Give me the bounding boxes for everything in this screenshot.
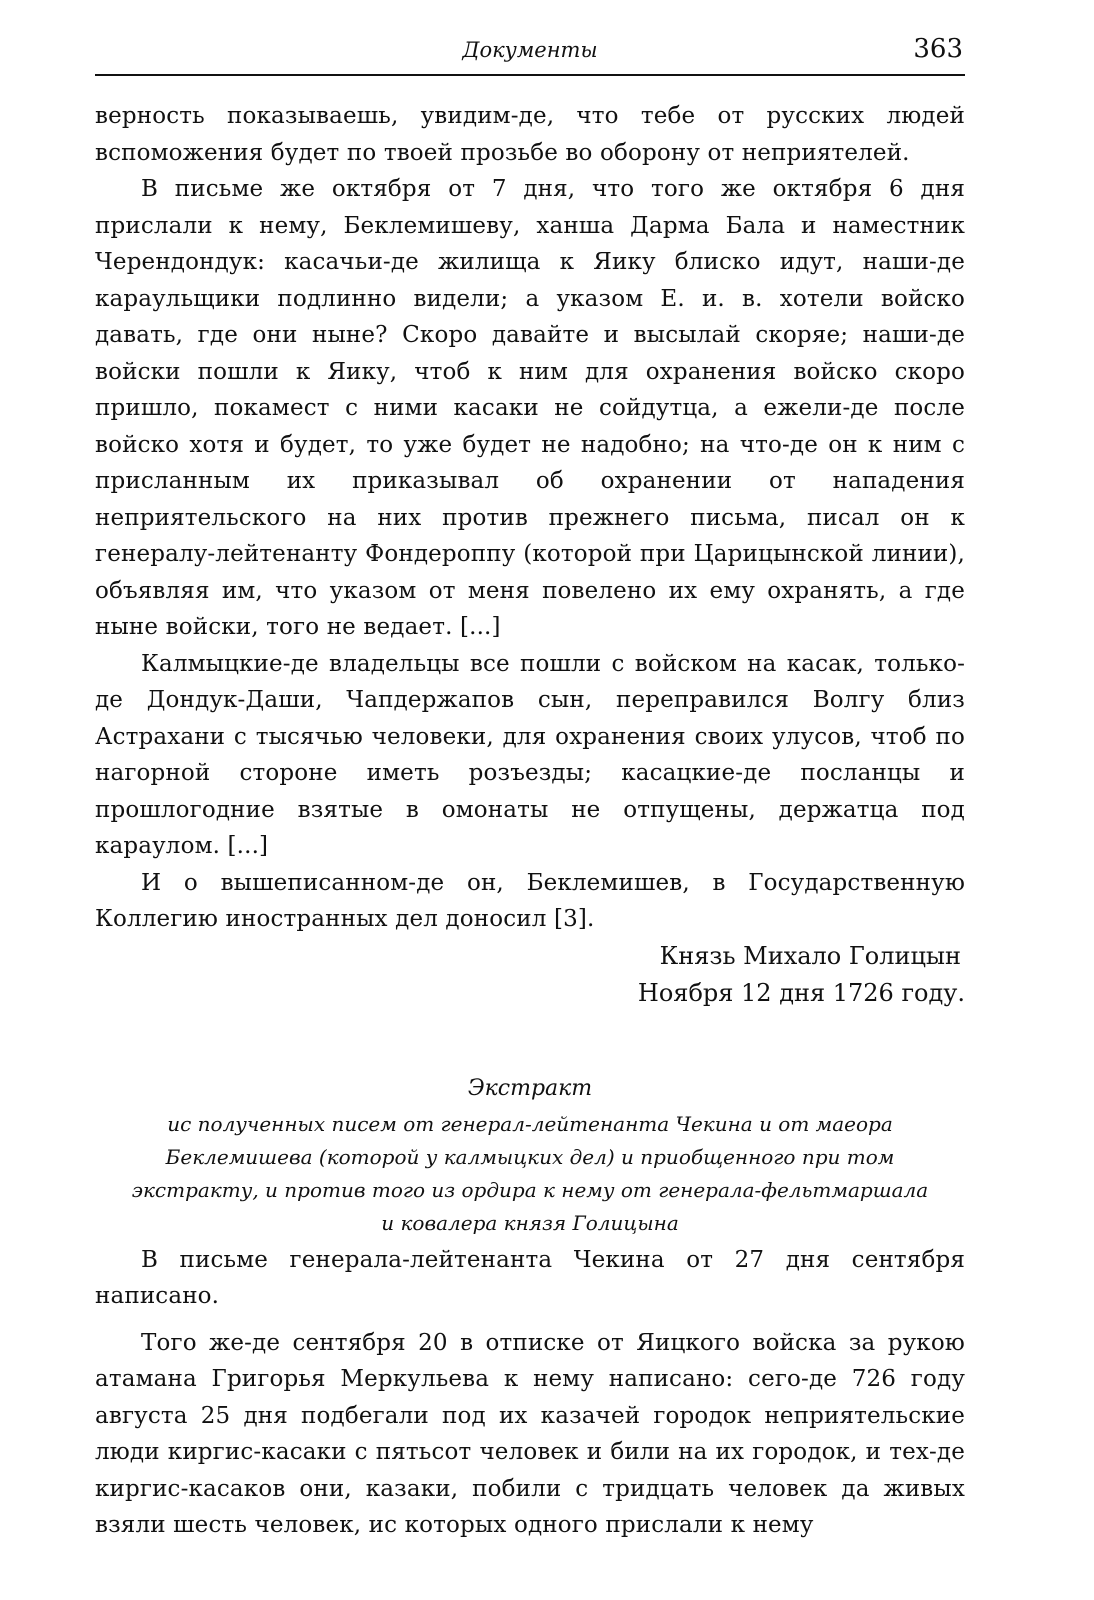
extract-heading: Экстракт: [467, 1075, 593, 1101]
signature-name: Князь Михало Голицын: [659, 941, 961, 970]
header-rule: [95, 74, 965, 76]
paragraph-continuation: верность показываешь, увидим-де, что тебе от русских людей вспоможения будет по твоей прозьбе во оборону от неприятелей.: [95, 103, 965, 166]
document-page: [95, 30, 965, 1544]
paragraph-letter-october: В письме же октября от 7 дня, что того же октября 6 дня прислали к нему, Беклемишеву, ханша Дарма Бала и наместник Черендондук: касачьи-де жилища к Яику блиско идут, наши-де караульщики подлинно видели; а указом Е. и. в. хотели войско давать, где они ныне? Скоро давайте и высылай скоряе; наши-де войски пошли к Яику, чтоб к ним для охранения войско скоро пришло, покамест с ними касаки не сойдутца, а ежели-де после войско хотя и будет, то уже будет не надобно; на что-де он к ним с присланным их приказывал об охранении от нападения неприятельского на них против прежнего письма, писал он к генералу-лейтенанту Фондероппу (которой при Царицынской линии), объявляя им, что указом от меня повелено их ему охранять, а где ныне войски, того не ведает. [...]: [95, 176, 965, 640]
paragraph-report: И о вышеписанном-де он, Беклемишев, в Государственную Коллегию иностранных дел доносил [3].: [95, 869, 965, 932]
signature-date: Ноября 12 дня 1726 году.: [637, 978, 965, 1007]
paragraph-chekin-letter: В письме генерала-лейтенанта Чекина от 27 дня сентября написано.: [95, 1246, 965, 1309]
running-title: Документы: [462, 38, 598, 62]
paragraph-kalmyk-owners: Калмыцкие-де владельцы все пошли с войском на касак, только-де Дондук-Даши, Чапдержапов сын, переправился Волгу близ Астрахани с тысячью человеки, для охранения своих улусов, чтоб по нагорной стороне иметь розъезды; касацкие-де посланцы и прошлогодние взятые в омонаты не отпущены, держатца под караулом. [...]: [95, 650, 965, 859]
paragraph-yaik-host: Того же-де сентября 20 в отписке от Яицкого войска за рукою атамана Григорья Меркульева к нему написано: сего-де 726 году августа 25 дня подбегали под их казачей городок неприятельские люди киргис-касаки с пятьсот человек и били на их городок, и тех-де киргис-касаков они, казаки, побили с тридцать человек да живых взяли шесть человек, ис которых одного прислали к нему: [95, 1329, 965, 1538]
running-header: [95, 30, 965, 74]
page-number: 363: [913, 34, 963, 64]
extract-subheading: ис полученных писем от генерал-лейтенанта Чекина и от маеора Беклемишева (которой у калмыцких дел) и приобщенного при том экстракту, и против того из ордира к нему от генерала-фельтмаршала и ковалера князя Голицына: [131, 1111, 929, 1235]
